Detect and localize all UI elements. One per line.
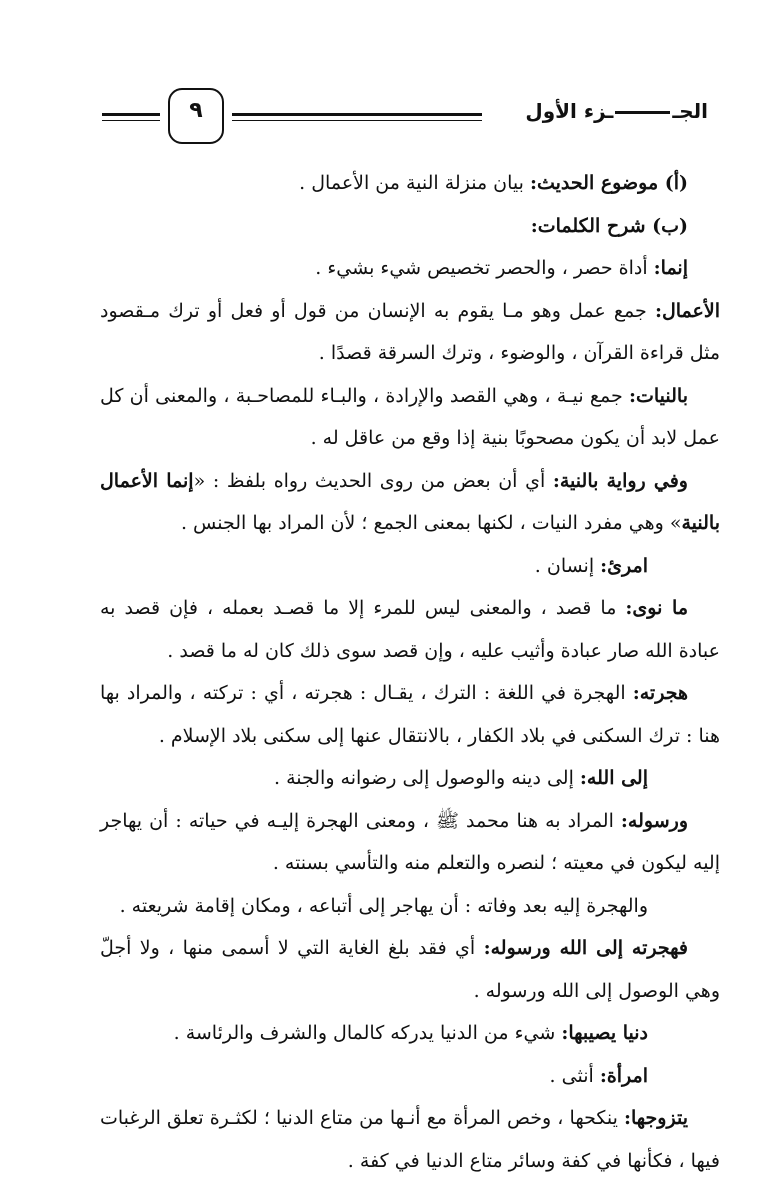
header-rule-left-thin (102, 120, 160, 121)
page-number-box (168, 88, 224, 144)
term-label: يتزوجها: (624, 1107, 688, 1129)
paragraph-section-heading (100, 205, 720, 248)
page-number: ٩ (189, 98, 203, 123)
header-title-start: الجـ (672, 99, 708, 123)
header-title-stretch (615, 111, 670, 114)
paragraph-imri (100, 545, 720, 588)
paragraph-dunya (100, 1012, 720, 1055)
term-label: الأعمال: (654, 299, 720, 322)
term-label: امرأة: (599, 1064, 648, 1087)
paragraph-ma-nawa (100, 587, 720, 672)
header-rule-right-thin (232, 120, 482, 121)
paragraph-innama (100, 247, 720, 290)
term-label: امرئ: (600, 554, 648, 577)
paragraph-text: شيء من الدنيا يدركه كالمال والشرف والرئاسة . (173, 1022, 562, 1044)
hadith-quote: إنما الأعمال بالنية (100, 469, 720, 534)
section-heading: (ب) شرح الكلمات: (530, 214, 688, 237)
paragraph-text: أي أن بعض من روى الحديث رواه بلفظ : « (193, 469, 553, 492)
paragraph-rasulihi (100, 800, 720, 885)
page-header (0, 0, 760, 160)
term-label: وفي رواية بالنية: (552, 469, 688, 492)
paragraph-topic (100, 162, 720, 205)
term-label: (أ) موضوع الحديث: (529, 172, 688, 194)
paragraph-text: جمع نيـة ، وهي القصد والإرادة ، والبـاء للمصاحـبة ، والمعنى أن كل عمل لابد أن يكون مصحوبًا بنية إذا وقع من عاقل له . (100, 384, 720, 449)
paragraph-hijratuhu (100, 672, 720, 757)
paragraph-text: إلى دينه والوصول إلى رضوانه والجنة . (274, 767, 580, 789)
paragraph-riwaya (100, 460, 720, 545)
term-label: إلى الله: (579, 767, 648, 789)
paragraph-text: ينكحها ، وخص المرأة مع أنـها من متاع الدنيا ؛ لكثـرة تعلق الرغبات فيها ، فكأنها في كفة وسائر متاع الدنيا في كفة . (100, 1107, 720, 1172)
paragraph-text: المراد به هنا محمد ﷺ ، ومعنى الهجرة إليـه في حياته : أن يهاجر إليه ليكون في معيته ؛ لنصره والتعلم منه والتأسي بسنته . (100, 809, 720, 874)
paragraph-text: » وهي مفرد النيات ، لكنها بمعنى الجمع ؛ لأن المراد بها الجنس . (180, 512, 682, 534)
paragraph-text: والهجرة إليه بعد وفاته : أن يهاجر إلى أتباعه ، ومكان إقامة شريعته . (119, 894, 648, 917)
term-label: هجرته: (632, 682, 688, 704)
running-header-title (525, 99, 708, 123)
paragraph-fahijratuhu (100, 927, 720, 1012)
term-label: دنيا يصيبها: (561, 1022, 648, 1044)
paragraph-text: الهجرة في اللغة : الترك ، يقـال : هجرته ، أي : تركته ، والمراد بها هنا : ترك السكنى في بلاد الكفار ، بالانتقال عنها إلى سكنى بلاد الإسلام . (100, 682, 720, 747)
paragraph-text: أي فقد بلغ الغاية التي لا أسمى منها ، ولا أجلّ وهي الوصول إلى الله ورسوله . (100, 937, 720, 1002)
header-title-end: ـزء الأول (525, 99, 614, 123)
term-label: ما نوى: (625, 597, 688, 619)
header-rule-left (102, 113, 160, 116)
term-label: ورسوله: (620, 809, 688, 832)
paragraph-text: إنسان . (534, 554, 601, 577)
header-rule-right (232, 113, 482, 116)
paragraph-hijra-after-death (100, 885, 720, 928)
page-body (100, 162, 720, 1182)
paragraph-text: أداة حصر ، والحصر تخصيص شيء بشيء . (315, 257, 654, 279)
paragraph-ila-allah (100, 757, 720, 800)
paragraph-yatazawwajuha (100, 1097, 720, 1182)
term-label: بالنيات: (628, 384, 688, 407)
paragraph-niyyat (100, 375, 720, 460)
paragraph-text: بيان منزلة النية من الأعمال . (299, 172, 530, 194)
paragraph-imraa (100, 1055, 720, 1098)
term-label: إنما: (653, 257, 688, 279)
paragraph-text: أنثى . (549, 1064, 600, 1087)
paragraph-aamal (100, 290, 720, 375)
paragraph-text: ما قصد ، والمعنى ليس للمرء إلا ما قصـد بعمله ، فإن قصد به عبادة الله صار عبادة وأثيب عليه ، وإن قصد سوى ذلك كان له ما قصد . (100, 597, 720, 662)
paragraph-text: جمع عمل وهو مـا يقوم به الإنسان من قول أو فعل أو ترك مـقصود مثل قراءة القرآن ، والوضوء ، وترك السرقة قصدًا . (100, 299, 720, 364)
term-label: فهجرته إلى الله ورسوله: (483, 937, 688, 959)
